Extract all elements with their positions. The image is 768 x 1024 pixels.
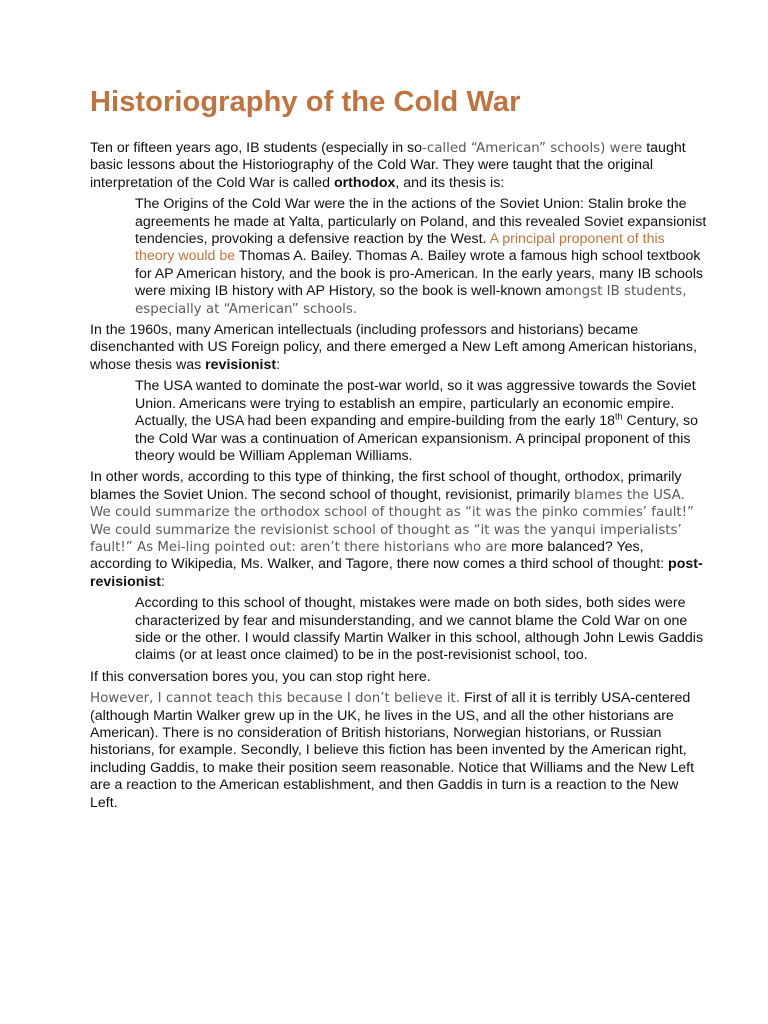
quote-post-revisionist: According to this school of thought, mistakes were made on both sides, both sides were characterized by fear and misunderstanding, and we cannot blame the Cold War on one side or the other. I would classify Martin Walker in this school, although John Lewis Gaddis claims (or at least once claimed) to be in the post-revisionist school, too. (135, 595, 704, 664)
text-run: : (276, 356, 281, 373)
text-run: : (160, 573, 165, 590)
text-run: The Origins of the Cold War were the in the actions of the Soviet Union: Stalin broke the agreements he made at Yalta, particularly on Poland, and this revealed Soviet expansionist tendencies, provoking a defensive reaction by the West. (135, 196, 707, 248)
text-run: In the 1960s, many American intellectuals (including professors and historians) became disenchanted with US Foreign policy, and there emerged a New Left among American historians, whose thesis was (90, 322, 697, 373)
text-run: taught basic lessons about the Historiography of the Cold War. They were taught that the original interpretation of the Cold War is called (90, 140, 686, 191)
document-title: Historiography of the Cold War (90, 86, 521, 118)
text-run: The USA wanted to dominate the post-war world, so it was aggressive towards the Soviet Union. Americans were trying to establish an empire, particularly an economic empire. Actually, the USA had been expanding and empire-building from the early 18 (135, 378, 696, 430)
text-run-gray: ongst IB students, especially at “American” schools. (135, 284, 687, 317)
text-run: Thomas A. Bailey. Thomas A. Bailey wrote a famous high school textbook for AP American history, and the book is pro-American. In the early years, many IB schools were mixing IB history with AP History, so the book is well-known am (135, 248, 704, 300)
text-run: Ten or fifteen years ago, IB students (especially in so (90, 140, 423, 156)
text-run-gray: blames the USA. We could summarize the orthodox school of thought as “it was the pinko commies’ fault!” We could summarize the revisionist school of thought as “it was the yanqui imperialists’ fault!” As Mei-ling pointed out: aren’t there historians who are (90, 487, 694, 555)
text-run: First of all it is terribly USA-centered (although Martin Walker grew up in the UK, he lives in the US, and all the other historians are American). There is no consideration of British historians, Norwegian historians, or Russian historians, for example. Secondly, I believe this fiction has been invented by the American right, including Gaddis, to make their position seem reasonable. Notice that Williams and the New Left are a reaction to the American establishment, and then Gaddis in turn is a reaction to the New Left. (90, 690, 695, 811)
text-run: In other words, according to this type of thinking, the first school of thought, orthodox, primarily blames the Soviet Union. The second school of thought, revisionist, primarily (90, 469, 682, 503)
quote-revisionist (135, 378, 708, 465)
paragraph-bores: If this conversation bores you, you can stop right here. (90, 668, 431, 685)
highlighted-text: A principal proponent of this theory would be (135, 231, 665, 265)
text-run-gray: However, I cannot teach this because I don’t believe it. (90, 691, 461, 707)
term-revisionist: revisionist (205, 356, 277, 373)
paragraph-critique (90, 690, 708, 812)
term-post-revisionist: post-revisionist (90, 556, 703, 590)
text-run-gray: -called “American” schools) were (422, 141, 643, 156)
paragraph-revisionist (90, 322, 708, 374)
paragraph-intro (90, 140, 708, 192)
text-run: Century, so the Cold War was a continuation of American expansionism. A principal proponent of this theory would be William Appleman Williams. (135, 413, 698, 464)
text-run: more balanced? Yes, according to Wikipedia, Ms. Walker, and Tagore, there now comes a third school of thought: (90, 538, 669, 573)
superscript: th (615, 411, 623, 422)
text-run: , and its thesis is: (395, 174, 505, 191)
paragraph-summary (90, 469, 708, 591)
term-orthodox: orthodox (333, 174, 396, 191)
quote-orthodox (135, 196, 708, 318)
